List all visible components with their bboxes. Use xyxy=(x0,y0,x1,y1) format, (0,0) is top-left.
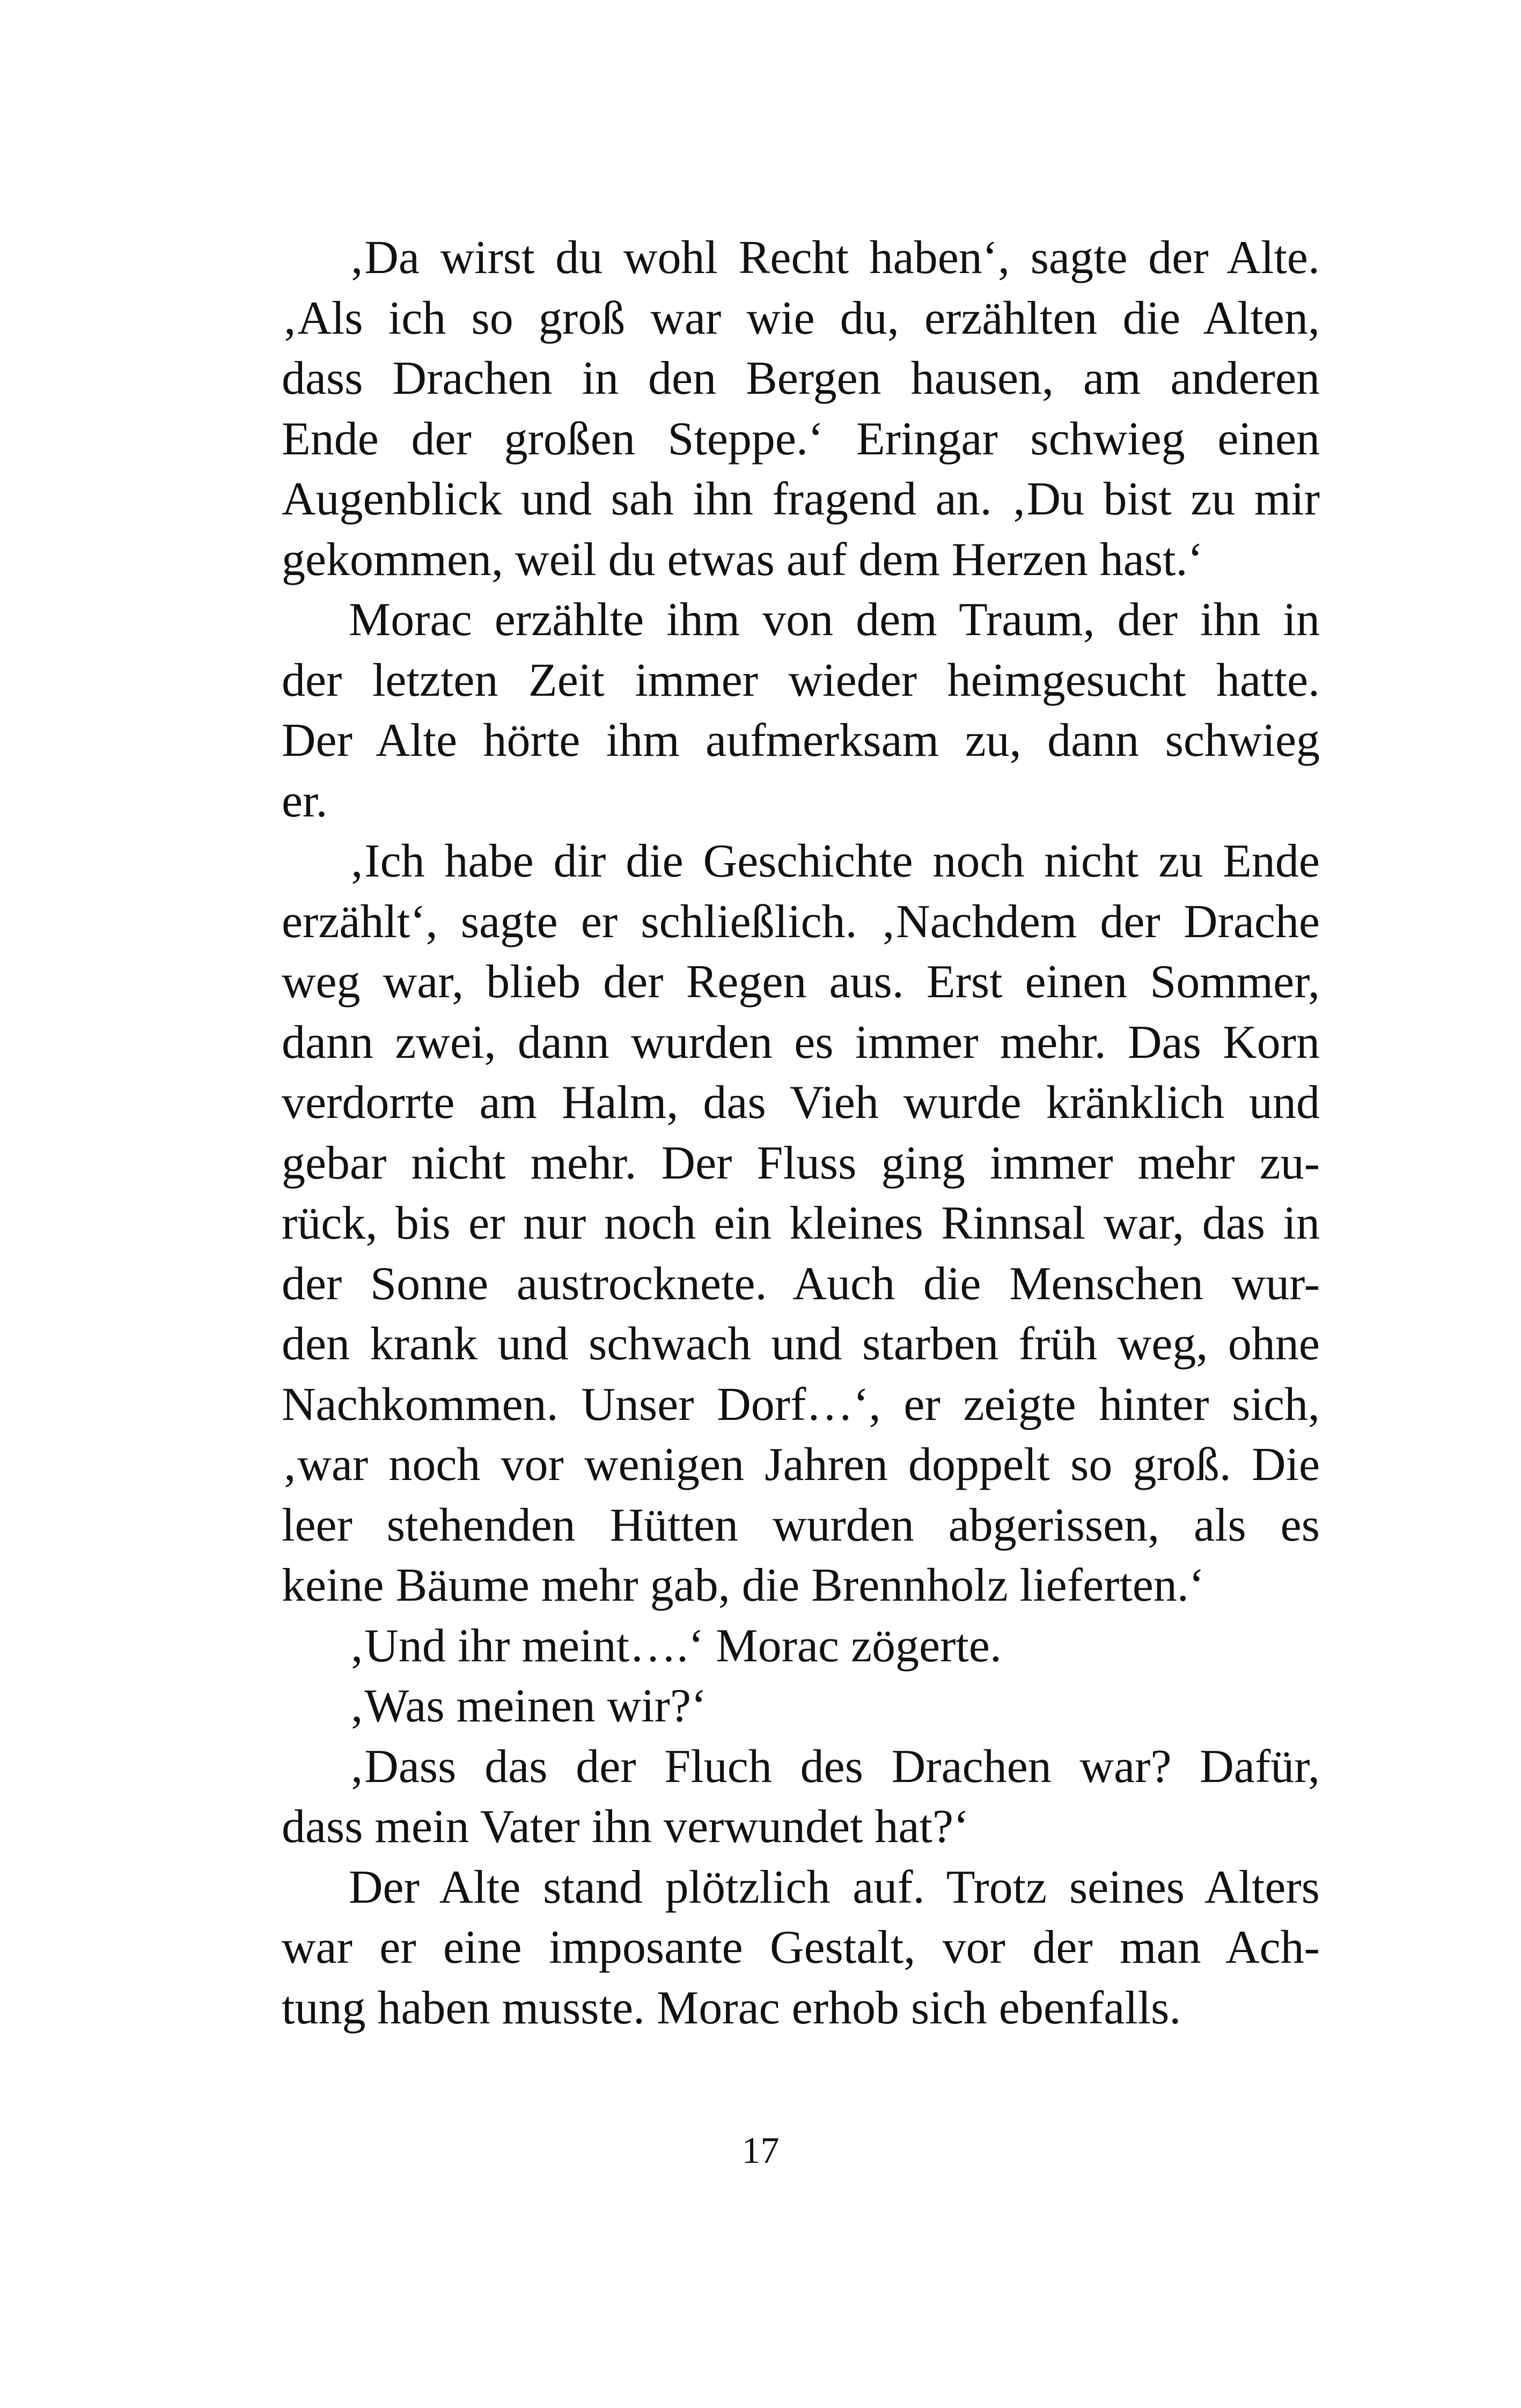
text-line: ‚Dass das der Fluch des Drachen war? Dafür, xyxy=(349,1740,1320,1793)
text-line: rück, bis er nur noch ein kleines Rinnsal war, das in xyxy=(282,1197,1320,1249)
text-line: tung haben musste. Morac erhob sich ebenfalls. xyxy=(282,1982,1181,2034)
paragraph xyxy=(215,1858,1320,2039)
text-line: dass Drachen in den Bergen hausen, am anderen xyxy=(282,352,1320,404)
text-line: der Sonne austrocknete. Auch die Menschen wur- xyxy=(282,1257,1320,1310)
page-number: 17 xyxy=(741,2130,780,2171)
body-text xyxy=(215,228,1320,2038)
text-line: dann zwei, dann wurden es immer mehr. Das Korn xyxy=(282,1016,1320,1069)
text-line: Der Alte stand plötzlich auf. Trotz seines Alters xyxy=(349,1861,1320,1913)
text-line: verdorrte am Halm, das Vieh wurde kränklich und xyxy=(282,1077,1320,1129)
text-line: erzählt‘, sagte er schließlich. ‚Nachdem der Drache xyxy=(282,895,1320,948)
text-line: weg war, blieb der Regen aus. Erst einen Sommer, xyxy=(282,956,1320,1008)
paragraph xyxy=(215,590,1320,831)
text-line: gebar nicht mehr. Der Fluss ging immer mehr zu- xyxy=(282,1137,1320,1189)
text-line: ‚Was meinen wir?‘ xyxy=(349,1680,707,1732)
text-line: er. xyxy=(282,775,328,827)
text-line: Der Alte hörte ihm aufmerksam zu, dann schwieg xyxy=(282,715,1320,767)
text-line: leer stehenden Hütten wurden abgerissen, als es xyxy=(282,1499,1320,1551)
paragraph xyxy=(215,1737,1320,1858)
text-line: Nachkommen. Unser Dorf…‘, er zeigte hinter sich, xyxy=(282,1378,1320,1431)
text-line: ‚Als ich so groß war wie du, erzählten die Alten, xyxy=(282,292,1320,344)
text-line: der letzten Zeit immer wieder heimgesucht hatte. xyxy=(282,654,1320,706)
text-line: dass mein Vater ihn verwundet hat?‘ xyxy=(282,1801,969,1853)
text-line: gekommen, weil du etwas auf dem Herzen hast.‘ xyxy=(282,533,1203,586)
text-line: keine Bäume mehr gab, die Brennholz lieferten.‘ xyxy=(282,1559,1205,1611)
paragraph xyxy=(215,228,1320,590)
paragraph xyxy=(215,1676,1320,1737)
text-line: war er eine imposante Gestalt, vor der man Ach- xyxy=(282,1921,1320,1973)
text-line: ‚war noch vor wenigen Jahren doppelt so groß. Die xyxy=(282,1439,1320,1491)
text-line: Ende der großen Steppe.‘ Eringar schwieg einen xyxy=(282,413,1320,465)
text-line: Augenblick und sah ihn fragend an. ‚Du bist zu mir xyxy=(282,473,1320,525)
text-line: Morac erzählte ihm von dem Traum, der ihn in xyxy=(349,594,1320,646)
text-line: ‚Und ihr meint….‘ Morac zögerte. xyxy=(349,1619,1002,1672)
text-line: ‚Ich habe dir die Geschichte noch nicht zu Ende xyxy=(349,835,1320,887)
paragraph xyxy=(215,831,1320,1616)
paragraph xyxy=(215,1616,1320,1677)
text-line: ‚Da wirst du wohl Recht haben‘, sagte der Alte. xyxy=(349,232,1320,284)
text-line: den krank und schwach und starben früh weg, ohne xyxy=(282,1318,1320,1370)
